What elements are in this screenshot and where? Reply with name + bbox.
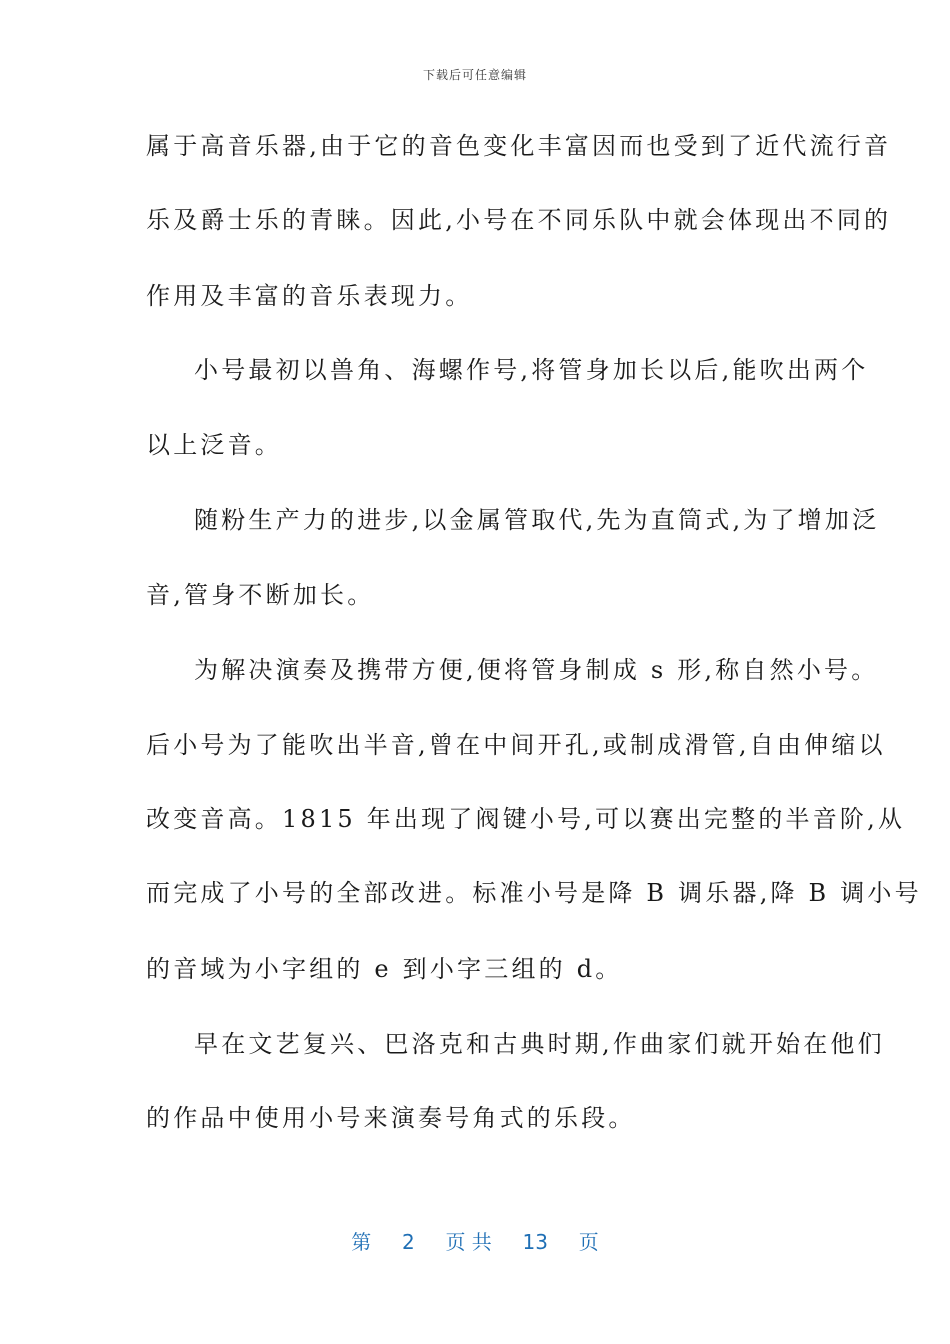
paragraph-first-line: 早在文艺复兴、巴洛克和古典时期,作曲家们就开始在他们 [194,1030,885,1058]
body-line: 属于高音乐器,由于它的音色变化丰富因而也受到了近代流行音 [146,132,892,160]
body-line: 的音域为小字组的 e 到小字三组的 d。 [146,955,623,983]
paragraph-first-line: 随粉生产力的进步,以金属管取代,先为直筒式,为了增加泛 [194,506,880,534]
paragraph-first-line: 小号最初以兽角、海螺作号,将管身加长以后,能吹出两个 [194,356,869,384]
body-line: 而完成了小号的全部改进。标准小号是降 B 调乐器,降 B 调小号 [146,879,922,907]
footer-current-page: 2 [402,1230,415,1254]
body-line: 后小号为了能吹出半音,曾在中间开孔,或制成滑管,自由伸缩以 [146,731,886,759]
page-footer [0,1226,950,1255]
body-line: 改变音高。1815 年出现了阀键小号,可以赛出完整的半音阶,从 [146,805,906,833]
footer-total-pages: 13 [522,1230,548,1254]
footer-prefix: 第 [351,1230,372,1254]
page-header: 下载后可任意编辑 [422,68,527,82]
footer-middle: 页 共 [445,1230,492,1254]
body-line: 作用及丰富的音乐表现力。 [146,282,473,310]
footer-suffix: 页 [578,1230,599,1254]
body-line: 的作品中使用小号来演奏号角式的乐段。 [146,1104,636,1132]
paragraph-first-line: 为解决演奏及携带方便,便将管身制成 s 形,称自然小号。 [194,656,879,684]
body-line: 以上泛音。 [146,431,282,459]
body-line: 音,管身不断加长。 [146,581,375,609]
body-line: 乐及爵士乐的青睐。因此,小号在不同乐队中就会体现出不同的 [146,206,892,234]
